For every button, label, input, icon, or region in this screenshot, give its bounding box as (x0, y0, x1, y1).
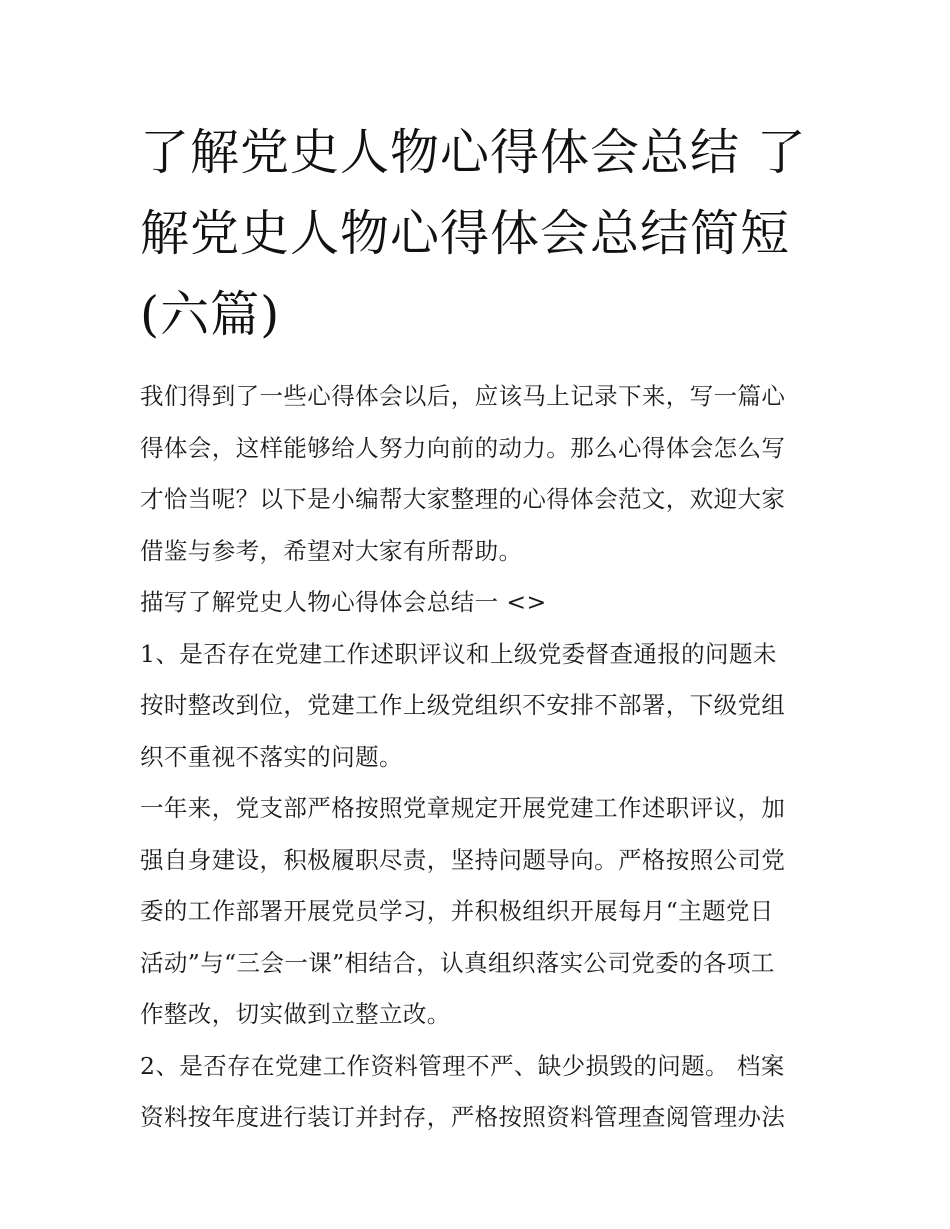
text-line: 得体会，这样能够给人努力向前的动力。那么心得体会怎么写 (140, 433, 786, 462)
text-line: 按时整改到位，党建工作上级党组织不安排不部署，下级党组 (140, 691, 786, 719)
text-line: 资料按年度进行装订并封存，严格按照资料管理查阅管理办法 (140, 1103, 786, 1131)
text-line: 2、是否存在党建工作资料管理不严、缺少损毁的问题。 档案 (140, 1051, 785, 1080)
text-line: 活动”与“三会一课”相结合，认真组织落实公司党委的各项工 (140, 948, 775, 977)
intro-paragraph (140, 371, 815, 577)
document-body (140, 371, 815, 1144)
text-line: 织不重视不落实的问题。 (140, 742, 403, 771)
text-line: 委的工作部署开展党员学习，并积极组织开展每月“主题党日 (140, 897, 774, 925)
text-line: 才恰当呢？以下是小编帮大家整理的心得体会范文，欢迎大家 (140, 485, 786, 513)
document-page (140, 112, 815, 1144)
text-line: 1、是否存在党建工作述职评议和上级党委督查通报的问题未 (140, 639, 777, 668)
text-line: 借鉴与参考，希望对大家有所帮助。 (140, 536, 523, 565)
title-line: 了解党史人物心得体会总结 了 (140, 124, 807, 181)
document-title (140, 112, 815, 355)
title-line: 解党史人物心得体会总结简短 (140, 205, 791, 262)
text-line: 作整改，切实做到立整立改。 (140, 1000, 451, 1028)
text-line: 一年来，党支部严格按照党章规定开展党建工作述职评议，加 (140, 794, 786, 822)
item-2-paragraph (140, 1041, 815, 1144)
title-line: (六篇) (140, 286, 281, 343)
text-line: 描写了解党史人物心得体会总结一 <> (140, 588, 547, 616)
section-heading (140, 577, 815, 629)
text-line: 我们得到了一些心得体会以后，应该马上记录下来，写一篇心 (140, 382, 786, 410)
item-1-response-paragraph (140, 783, 815, 1041)
text-line: 强自身建设，积极履职尽责，坚持问题导向。严格按照公司党 (140, 845, 786, 874)
item-1-paragraph (140, 629, 815, 784)
